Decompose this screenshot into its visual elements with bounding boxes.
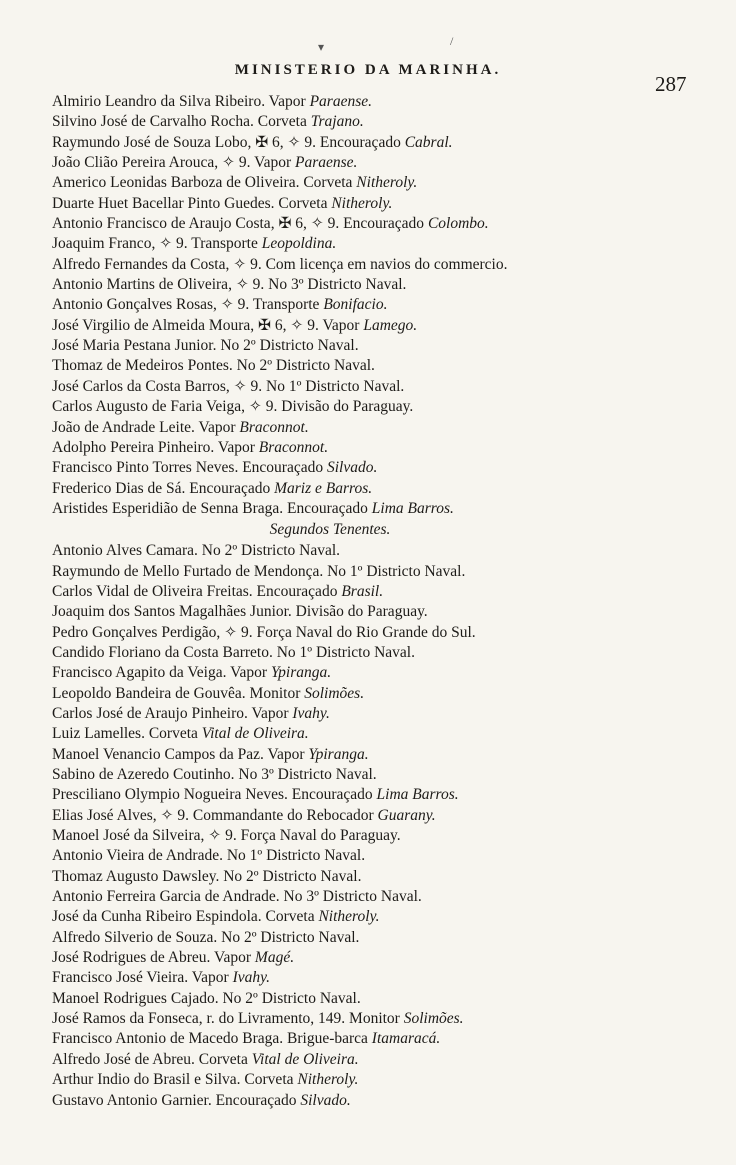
roster-entry bbox=[52, 499, 728, 519]
roster-entry bbox=[52, 214, 728, 234]
entry-text: Frederico Dias de Sá. Encouraçado bbox=[52, 479, 275, 497]
vessel-name: Lima Barros. bbox=[371, 499, 454, 517]
roster-entry bbox=[52, 479, 728, 499]
entry-text: Presciliano Olympio Nogueira Neves. Encouraçado bbox=[52, 786, 377, 804]
entry-text: Antonio Ferreira Garcia de Andrade. No 3º Districto Naval. bbox=[52, 888, 422, 906]
roster-entry bbox=[52, 989, 728, 1009]
vessel-name: Bonifacio. bbox=[323, 296, 388, 314]
vessel-name: Nitheroly. bbox=[318, 908, 380, 926]
entry-text: José da Cunha Ribeiro Espindola. Corveta bbox=[52, 908, 319, 926]
vessel-name: Silvado. bbox=[326, 459, 378, 477]
vessel-name: Colombo. bbox=[427, 215, 489, 233]
entry-text: Americo Leonidas Barboza de Oliveira. Corveta bbox=[52, 174, 357, 192]
entry-text: Manoel José da Silveira, ✧ 9. Força Naval do Paraguay. bbox=[52, 827, 401, 845]
entry-text: Arthur Indio do Brasil e Silva. Corveta bbox=[52, 1071, 298, 1089]
entry-text: Gustavo Antonio Garnier. Encouraçado bbox=[52, 1091, 301, 1109]
roster-entry bbox=[52, 785, 728, 805]
vessel-name: Cabral. bbox=[404, 133, 453, 151]
entry-text: José Ramos da Fonseca, r. do Livramento, 149. Monitor bbox=[52, 1010, 404, 1028]
roster-entry bbox=[52, 724, 728, 744]
roster-entry bbox=[52, 377, 728, 397]
roster-entry bbox=[52, 438, 728, 458]
entry-text: Thomaz Augusto Dawsley. No 2º Districto Naval. bbox=[52, 867, 362, 885]
roster-entry bbox=[52, 234, 728, 254]
entry-text: Adolpho Pereira Pinheiro. Vapor bbox=[52, 438, 259, 456]
entry-text: Elias José Alves, ✧ 9. Commandante do Rebocador bbox=[52, 806, 378, 824]
vessel-name: Ivahy. bbox=[232, 969, 271, 987]
entry-text: Alfredo José de Abreu. Corveta bbox=[52, 1050, 252, 1068]
vessel-name: Magé. bbox=[254, 949, 295, 967]
roster-entry bbox=[52, 255, 728, 275]
vessel-name: Nitheroly. bbox=[331, 194, 393, 212]
print-mark: / bbox=[450, 34, 454, 48]
entry-text: Antonio Alves Camara. No 2º Districto Naval. bbox=[52, 542, 341, 560]
roster-entry bbox=[52, 397, 728, 417]
entry-text: Duarte Huet Bacellar Pinto Guedes. Corveta bbox=[52, 194, 332, 212]
roster-entry bbox=[52, 173, 728, 193]
roster-entry bbox=[52, 704, 728, 724]
roster-entry bbox=[52, 562, 728, 582]
roster-entry bbox=[52, 153, 728, 173]
roster-group-second-lieutenants bbox=[52, 541, 728, 1111]
roster-entry bbox=[52, 968, 728, 988]
roster-entry bbox=[52, 846, 728, 866]
roster-list bbox=[52, 92, 728, 1111]
roster-entry bbox=[52, 948, 728, 968]
roster-entry bbox=[52, 1050, 728, 1070]
vessel-name: Ypiranga. bbox=[308, 745, 369, 763]
roster-entry bbox=[52, 684, 728, 704]
roster-entry bbox=[52, 295, 728, 315]
vessel-name: Leopoldina. bbox=[261, 235, 337, 253]
roster-entry bbox=[52, 806, 728, 826]
vessel-name: Ivahy. bbox=[292, 704, 330, 722]
entry-text: Thomaz de Medeiros Pontes. No 2º Districto Naval. bbox=[52, 357, 375, 375]
entry-text: Francisco Antonio de Macedo Braga. Brigue-barca bbox=[52, 1030, 372, 1048]
roster-entry bbox=[52, 541, 728, 561]
entry-text: Silvino José de Carvalho Rocha. Corveta bbox=[52, 113, 311, 131]
roster-entry bbox=[52, 826, 728, 846]
entry-text: Joaquim Franco, ✧ 9. Transporte bbox=[52, 235, 262, 253]
page-header-title: MINISTERIO DA MARINHA. bbox=[234, 62, 502, 78]
vessel-name: Lima Barros. bbox=[376, 786, 459, 804]
vessel-name: Vital de Oliveira. bbox=[251, 1050, 359, 1068]
vessel-name: Trajano. bbox=[310, 113, 364, 131]
entry-text: José Rodrigues de Abreu. Vapor bbox=[52, 949, 255, 967]
entry-text: Francisco Pinto Torres Neves. Encouraçado bbox=[52, 459, 327, 477]
roster-entry bbox=[52, 867, 728, 887]
entry-text: Luiz Lamelles. Corveta bbox=[52, 725, 202, 743]
entry-text: Almirio Leandro da Silva Ribeiro. Vapor bbox=[52, 93, 310, 110]
entry-text: Antonio Francisco de Araujo Costa, ✠ 6, ✧ 9. Encouraçado bbox=[52, 215, 428, 233]
roster-entry bbox=[52, 887, 728, 907]
entry-text: Leopoldo Bandeira de Gouvêa. Monitor bbox=[52, 684, 305, 702]
roster-entry bbox=[52, 275, 728, 295]
vessel-name: Silvado. bbox=[300, 1091, 351, 1109]
entry-text: José Maria Pestana Junior. No 2º Districto Naval. bbox=[52, 337, 359, 355]
roster-entry bbox=[52, 458, 728, 478]
roster-entry bbox=[52, 907, 728, 927]
vessel-name: Nitheroly. bbox=[297, 1071, 359, 1089]
entry-text: Carlos José de Araujo Pinheiro. Vapor bbox=[52, 704, 293, 722]
roster-entry bbox=[52, 602, 728, 622]
entry-text: Alfredo Silverio de Souza. No 2º Districto Naval. bbox=[52, 928, 360, 946]
page-number: 287 bbox=[655, 72, 687, 96]
roster-entry bbox=[52, 1029, 728, 1049]
roster-entry bbox=[52, 1009, 728, 1029]
entry-text: Manoel Rodrigues Cajado. No 2º Districto Naval. bbox=[52, 989, 361, 1007]
entry-text: Joaquim dos Santos Magalhães Junior. Divisão do Paraguay. bbox=[52, 603, 428, 621]
roster-entry bbox=[52, 1091, 728, 1111]
roster-entry bbox=[52, 643, 728, 663]
vessel-name: Paraense. bbox=[309, 93, 372, 110]
entry-text: Raymundo José de Souza Lobo, ✠ 6, ✧ 9. Encouraçado bbox=[52, 133, 405, 151]
vessel-name: Ypiranga. bbox=[270, 664, 332, 682]
section-heading: Segundos Tenentes. bbox=[269, 521, 391, 539]
roster-entry bbox=[52, 418, 728, 438]
roster-entry bbox=[52, 356, 728, 376]
vessel-name: Braconnot. bbox=[239, 418, 309, 436]
roster-entry bbox=[52, 745, 728, 765]
entry-text: Candido Floriano da Costa Barreto. No 1º Districto Naval. bbox=[52, 643, 415, 661]
entry-text: Carlos Augusto de Faria Veiga, ✧ 9. Divisão do Paraguay. bbox=[52, 398, 414, 416]
roster-entry bbox=[52, 765, 728, 785]
roster-entry bbox=[52, 582, 728, 602]
roster-group-first-lieutenants bbox=[52, 92, 728, 519]
roster-entry bbox=[52, 663, 728, 683]
vessel-name: Nitheroly. bbox=[356, 174, 418, 192]
roster-entry bbox=[52, 92, 728, 112]
entry-text: Antonio Martins de Oliveira, ✧ 9. No 3º Districto Naval. bbox=[52, 276, 407, 294]
entry-text: Alfredo Fernandes da Costa, ✧ 9. Com licença em navios do commercio. bbox=[52, 255, 508, 273]
entry-text: Antonio Gonçalves Rosas, ✧ 9. Transporte bbox=[52, 296, 324, 314]
entry-text: José Virgilio de Almeida Moura, ✠ 6, ✧ 9. Vapor bbox=[52, 316, 364, 334]
roster-entry bbox=[52, 194, 728, 214]
vessel-name: Braconnot. bbox=[258, 438, 329, 456]
vessel-name: Itamaracá. bbox=[371, 1030, 441, 1048]
vessel-name: Brasil. bbox=[341, 582, 384, 600]
entry-text: Sabino de Azeredo Coutinho. No 3º Districto Naval. bbox=[52, 766, 377, 783]
entry-text: Francisco Agapito da Veiga. Vapor bbox=[52, 664, 271, 682]
vessel-name: Solimões. bbox=[403, 1010, 464, 1028]
vessel-name: Lamego. bbox=[363, 316, 418, 334]
entry-text: Raymundo de Mello Furtado de Mendonça. No 1º Districto Naval. bbox=[52, 562, 466, 580]
roster-entry bbox=[52, 336, 728, 356]
roster-entry bbox=[52, 623, 728, 643]
roster-entry bbox=[52, 133, 728, 153]
vessel-name: Paraense. bbox=[295, 154, 358, 172]
roster-entry bbox=[52, 112, 728, 132]
vessel-name: Vital de Oliveira. bbox=[201, 725, 309, 743]
vessel-name: Solimões. bbox=[304, 684, 365, 702]
roster-entry bbox=[52, 1070, 728, 1090]
print-mark: ▾ bbox=[318, 40, 325, 54]
entry-text: Pedro Gonçalves Perdigão, ✧ 9. Força Naval do Rio Grande do Sul. bbox=[52, 623, 476, 641]
entry-text: João Clião Pereira Arouca, ✧ 9. Vapor bbox=[52, 154, 295, 172]
vessel-name: Guarany. bbox=[377, 806, 436, 824]
entry-text: Manoel Venancio Campos da Paz. Vapor bbox=[52, 745, 309, 763]
entry-text: José Carlos da Costa Barros, ✧ 9. No 1º Districto Naval. bbox=[52, 377, 405, 395]
entry-text: João de Andrade Leite. Vapor bbox=[52, 418, 240, 436]
vessel-name: Mariz e Barros. bbox=[274, 479, 373, 497]
roster-entry bbox=[52, 928, 728, 948]
entry-text: Francisco José Vieira. Vapor bbox=[52, 969, 233, 987]
entry-text: Antonio Vieira de Andrade. No 1º Districto Naval. bbox=[52, 847, 366, 865]
entry-text: Aristides Esperidião de Senna Braga. Encouraçado bbox=[52, 499, 372, 517]
entry-text: Carlos Vidal de Oliveira Freitas. Encouraçado bbox=[52, 582, 342, 600]
roster-entry bbox=[52, 316, 728, 336]
